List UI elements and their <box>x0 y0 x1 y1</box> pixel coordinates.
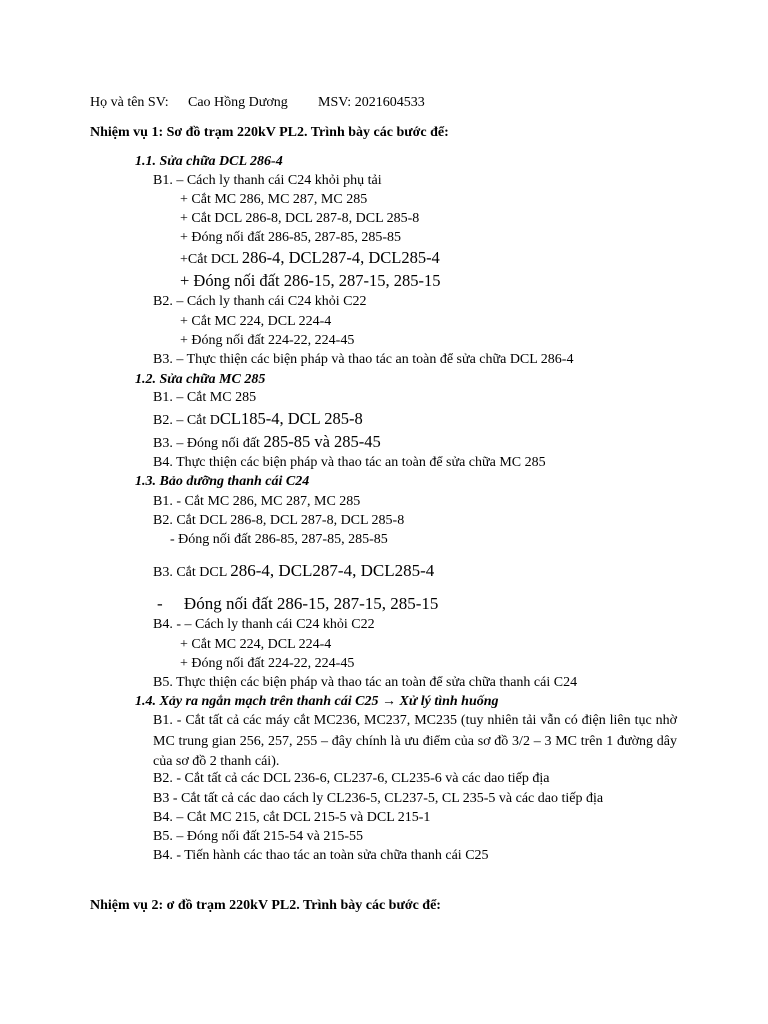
s13-b3-rest: 286-4, DCL287-4, DCL285-4 <box>230 561 435 580</box>
s11-b1-item4-rest: 286-4, DCL287-4, DCL285-4 <box>241 248 440 267</box>
s13-step-b3 <box>153 562 434 582</box>
s11-b1-item: + Cắt MC 286, MC 287, MC 285 <box>180 192 368 207</box>
s13-b3-sub: - Đóng nối đất 286-15, 287-15, 285-15 <box>157 594 439 613</box>
s14-step-b6: B4. - Tiến hành các thao tác an toàn sửa chữa thanh cái C25 <box>153 848 489 863</box>
student-name: Cao Hồng Dương <box>188 95 288 110</box>
s13-step-b1: B1. - Cắt MC 286, MC 287, MC 285 <box>153 494 361 509</box>
s12-step-b2 <box>153 410 363 430</box>
s12-b2-rest: CL185-4, DCL 285-8 <box>219 409 363 428</box>
s14-step-b3: B3 - Cắt tất cả các dao cách ly CL236-5, CL237-5, CL 235-5 và các dao tiếp địa <box>153 791 604 806</box>
s13-step-b4: B4. - – Cách ly thanh cái C24 khỏi C22 <box>153 617 375 632</box>
s11-step-b3: B3. – Thực thiện các biện pháp và thao tác an toàn để sửa chữa DCL 286-4 <box>153 352 574 367</box>
s12-step-b4: B4. Thực thiện các biện pháp và thao tác an toàn để sửa chữa MC 285 <box>153 455 546 470</box>
s12-step-b1: B1. – Cắt MC 285 <box>153 390 257 405</box>
s13-step-b5: B5. Thực thiện các biện pháp và thao tác an toàn để sửa chữa thanh cái C24 <box>153 675 578 690</box>
s14-step-b5: B5. – Đóng nối đất 215-54 và 215-55 <box>153 829 363 844</box>
s11-b2-item: + Đóng nối đất 224-22, 224-45 <box>180 333 355 348</box>
s12-step-b3 <box>153 433 381 453</box>
section-1-1-heading: 1.1. Sửa chữa DCL 286-4 <box>135 154 283 169</box>
s11-step-b1: B1. – Cách ly thanh cái C24 khỏi phụ tải <box>153 173 382 188</box>
section-1-2-heading: 1.2. Sửa chữa MC 285 <box>135 372 266 387</box>
s11-b1-item: + Đóng nối đất 286-15, 287-15, 285-15 <box>180 271 441 290</box>
task2-title: Nhiệm vụ 2: ơ đồ trạm 220kV PL2. Trình bày các bước để: <box>90 898 441 913</box>
s12-b2-prefix: B2. – Cắt D <box>153 413 220 428</box>
student-label: Họ và tên SV: <box>90 95 169 110</box>
task1-title: Nhiệm vụ 1: Sơ đồ trạm 220kV PL2. Trình bày các bước để: <box>90 125 449 140</box>
s11-b1-item: + Cắt DCL 286-8, DCL 287-8, DCL 285-8 <box>180 211 420 226</box>
s11-step-b2: B2. – Cách ly thanh cái C24 khỏi C22 <box>153 294 367 309</box>
s11-b2-item: + Cắt MC 224, DCL 224-4 <box>180 314 332 329</box>
s11-b1-item4-prefix: +Cắt DCL <box>180 252 242 267</box>
s13-b2-sub: - Đóng nối đất 286-85, 287-85, 285-85 <box>170 532 388 547</box>
s13-step-b2: B2. Cắt DCL 286-8, DCL 287-8, DCL 285-8 <box>153 513 405 528</box>
s14-step-b1: B1. - Cắt tất cả các máy cắt MC236, MC237, MC235 (tuy nhiên tải vẫn có điện liên tục nhờ MC trung gian 256, 257, 255 – đây chính là ưu điểm của sơ đồ 3/2 – 3 MC trên 1 đường dây của sơ đồ 2 thanh cái). <box>153 713 677 769</box>
section-1-4-heading: 1.4. Xảy ra ngắn mạch trên thanh cái C25 → Xử lý tình huống <box>135 694 499 709</box>
s11-b1-item <box>180 249 440 269</box>
s14-step-b4: B4. – Cắt MC 215, cắt DCL 215-5 và DCL 215-1 <box>153 810 431 825</box>
s13-b3-prefix: B3. Cắt DCL <box>153 565 231 580</box>
student-id: MSV: 2021604533 <box>318 95 425 110</box>
section-1-3-heading: 1.3. Bảo dưỡng thanh cái C24 <box>135 474 310 489</box>
s11-b1-item: + Đóng nối đất 286-85, 287-85, 285-85 <box>180 230 401 245</box>
s12-b3-prefix: B3. – Đóng nối đất <box>153 436 264 451</box>
s12-b3-rest: 285-85 và 285-45 <box>263 432 381 451</box>
s14-step-b2: B2. - Cắt tất cả các DCL 236-6, CL237-6, CL235-6 và các dao tiếp địa <box>153 771 550 786</box>
s13-b4-item: + Đóng nối đất 224-22, 224-45 <box>180 656 355 671</box>
s13-b4-item: + Cắt MC 224, DCL 224-4 <box>180 637 332 652</box>
